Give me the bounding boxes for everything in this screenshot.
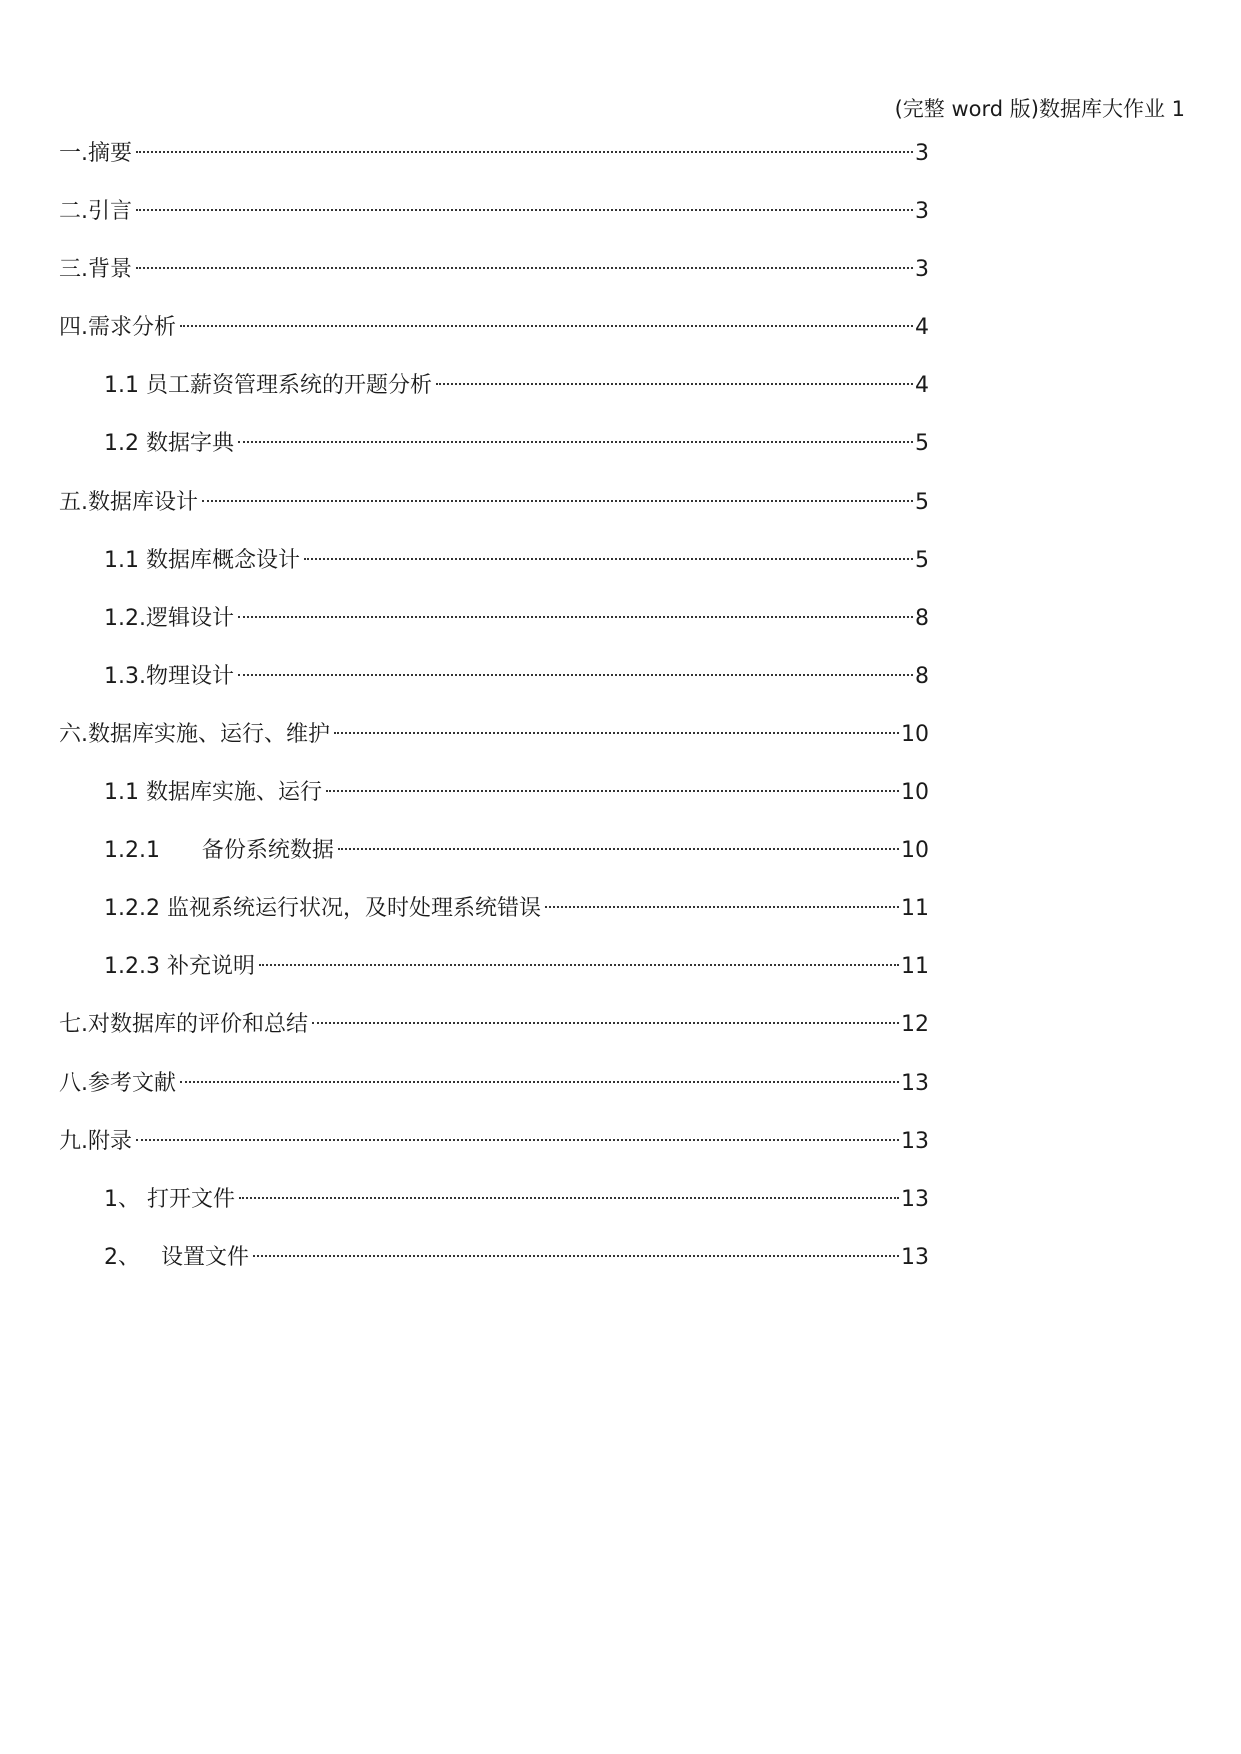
toc-entry-label: 1.1 员工薪资管理系统的开题分析	[104, 373, 432, 399]
toc-dot-leader	[334, 711, 899, 741]
toc-entry-label: 1.2.2 监视系统运行状况，及时处理系统错误	[104, 896, 541, 922]
toc-entry-page: 11	[901, 954, 929, 980]
toc-entry[interactable]	[59, 595, 929, 653]
toc-entry-page: 8	[915, 605, 929, 631]
toc-dot-leader	[180, 1060, 899, 1090]
toc-entry-label: 七.对数据库的评价和总结	[59, 1012, 308, 1038]
toc-dot-leader	[202, 479, 913, 509]
toc-dot-leader	[259, 943, 899, 973]
toc-dot-leader	[136, 1118, 899, 1148]
toc-entry-page: 5	[915, 431, 929, 457]
toc-entry-page: 11	[901, 896, 929, 922]
toc-entry-page: 10	[901, 721, 929, 747]
toc-entry[interactable]	[59, 1118, 929, 1176]
toc-entry[interactable]	[59, 246, 929, 304]
toc-entry-label: 1.2.1 备份系统数据	[104, 838, 334, 864]
toc-dot-leader	[304, 537, 913, 567]
toc-dot-leader	[136, 246, 913, 276]
toc-entry[interactable]	[59, 1060, 929, 1118]
toc-entry-page: 10	[901, 838, 929, 864]
toc-entry-page: 13	[901, 1070, 929, 1096]
toc-dot-leader	[180, 304, 913, 334]
toc-entry[interactable]	[59, 537, 929, 595]
toc-entry-label: 二.引言	[59, 199, 132, 225]
toc-entry-label: 三.背景	[59, 257, 132, 283]
toc-entry-label: 五.数据库设计	[59, 489, 198, 515]
toc-dot-leader	[312, 1001, 899, 1031]
toc-dot-leader	[253, 1234, 899, 1264]
toc-dot-leader	[238, 420, 913, 450]
toc-entry-page: 3	[915, 257, 929, 283]
toc-entry[interactable]	[59, 304, 929, 362]
toc-entry-label: 一.摘要	[59, 141, 132, 166]
toc-entry[interactable]	[59, 130, 929, 188]
toc-entry-page: 12	[901, 1012, 929, 1038]
table-of-contents	[59, 130, 929, 1292]
toc-entry[interactable]	[59, 1176, 929, 1234]
toc-entry-page: 4	[915, 373, 929, 399]
toc-dot-leader	[238, 595, 913, 625]
toc-entry-label: 1.2 数据字典	[104, 431, 234, 457]
toc-entry[interactable]	[59, 827, 929, 885]
toc-entry[interactable]	[59, 943, 929, 1001]
toc-entry-label: 八.参考文献	[59, 1070, 176, 1096]
toc-entry-label: 1.2.逻辑设计	[104, 605, 234, 631]
toc-entry[interactable]	[59, 769, 929, 827]
toc-entry-label: 六.数据库实施、运行、维护	[59, 721, 330, 747]
toc-entry-page: 4	[915, 315, 929, 341]
toc-entry[interactable]	[59, 711, 929, 769]
toc-entry-page: 5	[915, 547, 929, 573]
toc-dot-leader	[326, 769, 899, 799]
toc-entry-page: 3	[915, 199, 929, 225]
document-header-title: (完整 word 版)数据库大作业 1	[894, 97, 1185, 121]
toc-entry[interactable]	[59, 653, 929, 711]
toc-entry-page: 3	[915, 141, 929, 166]
toc-entry[interactable]	[59, 1001, 929, 1059]
toc-entry-page: 5	[915, 489, 929, 515]
toc-entry-label: 四.需求分析	[59, 315, 176, 341]
toc-entry-page: 13	[901, 1128, 929, 1154]
toc-dot-leader	[238, 653, 913, 683]
toc-entry-label: 1.3.物理设计	[104, 663, 234, 689]
toc-entry[interactable]	[59, 420, 929, 478]
toc-entry[interactable]	[59, 885, 929, 943]
toc-entry[interactable]	[59, 479, 929, 537]
toc-dot-leader	[136, 188, 913, 218]
toc-entry-label: 2、 设置文件	[104, 1244, 249, 1270]
toc-dot-leader	[239, 1176, 899, 1206]
toc-entry[interactable]	[59, 362, 929, 420]
toc-entry[interactable]	[59, 188, 929, 246]
toc-dot-leader	[436, 362, 913, 392]
toc-entry-label: 1.1 数据库概念设计	[104, 547, 300, 573]
toc-entry-page: 8	[915, 663, 929, 689]
toc-entry-page: 13	[901, 1244, 929, 1270]
toc-entry-label: 1、 打开文件	[104, 1186, 235, 1212]
toc-dot-leader	[338, 827, 899, 857]
toc-entry-page: 13	[901, 1186, 929, 1212]
toc-dot-leader	[136, 130, 913, 160]
toc-entry-label: 1.1 数据库实施、运行	[104, 780, 322, 806]
toc-entry-page: 10	[901, 780, 929, 806]
toc-dot-leader	[545, 885, 899, 915]
toc-entry[interactable]	[59, 1234, 929, 1292]
toc-entry-label: 九.附录	[59, 1128, 132, 1154]
toc-entry-label: 1.2.3 补充说明	[104, 954, 255, 980]
